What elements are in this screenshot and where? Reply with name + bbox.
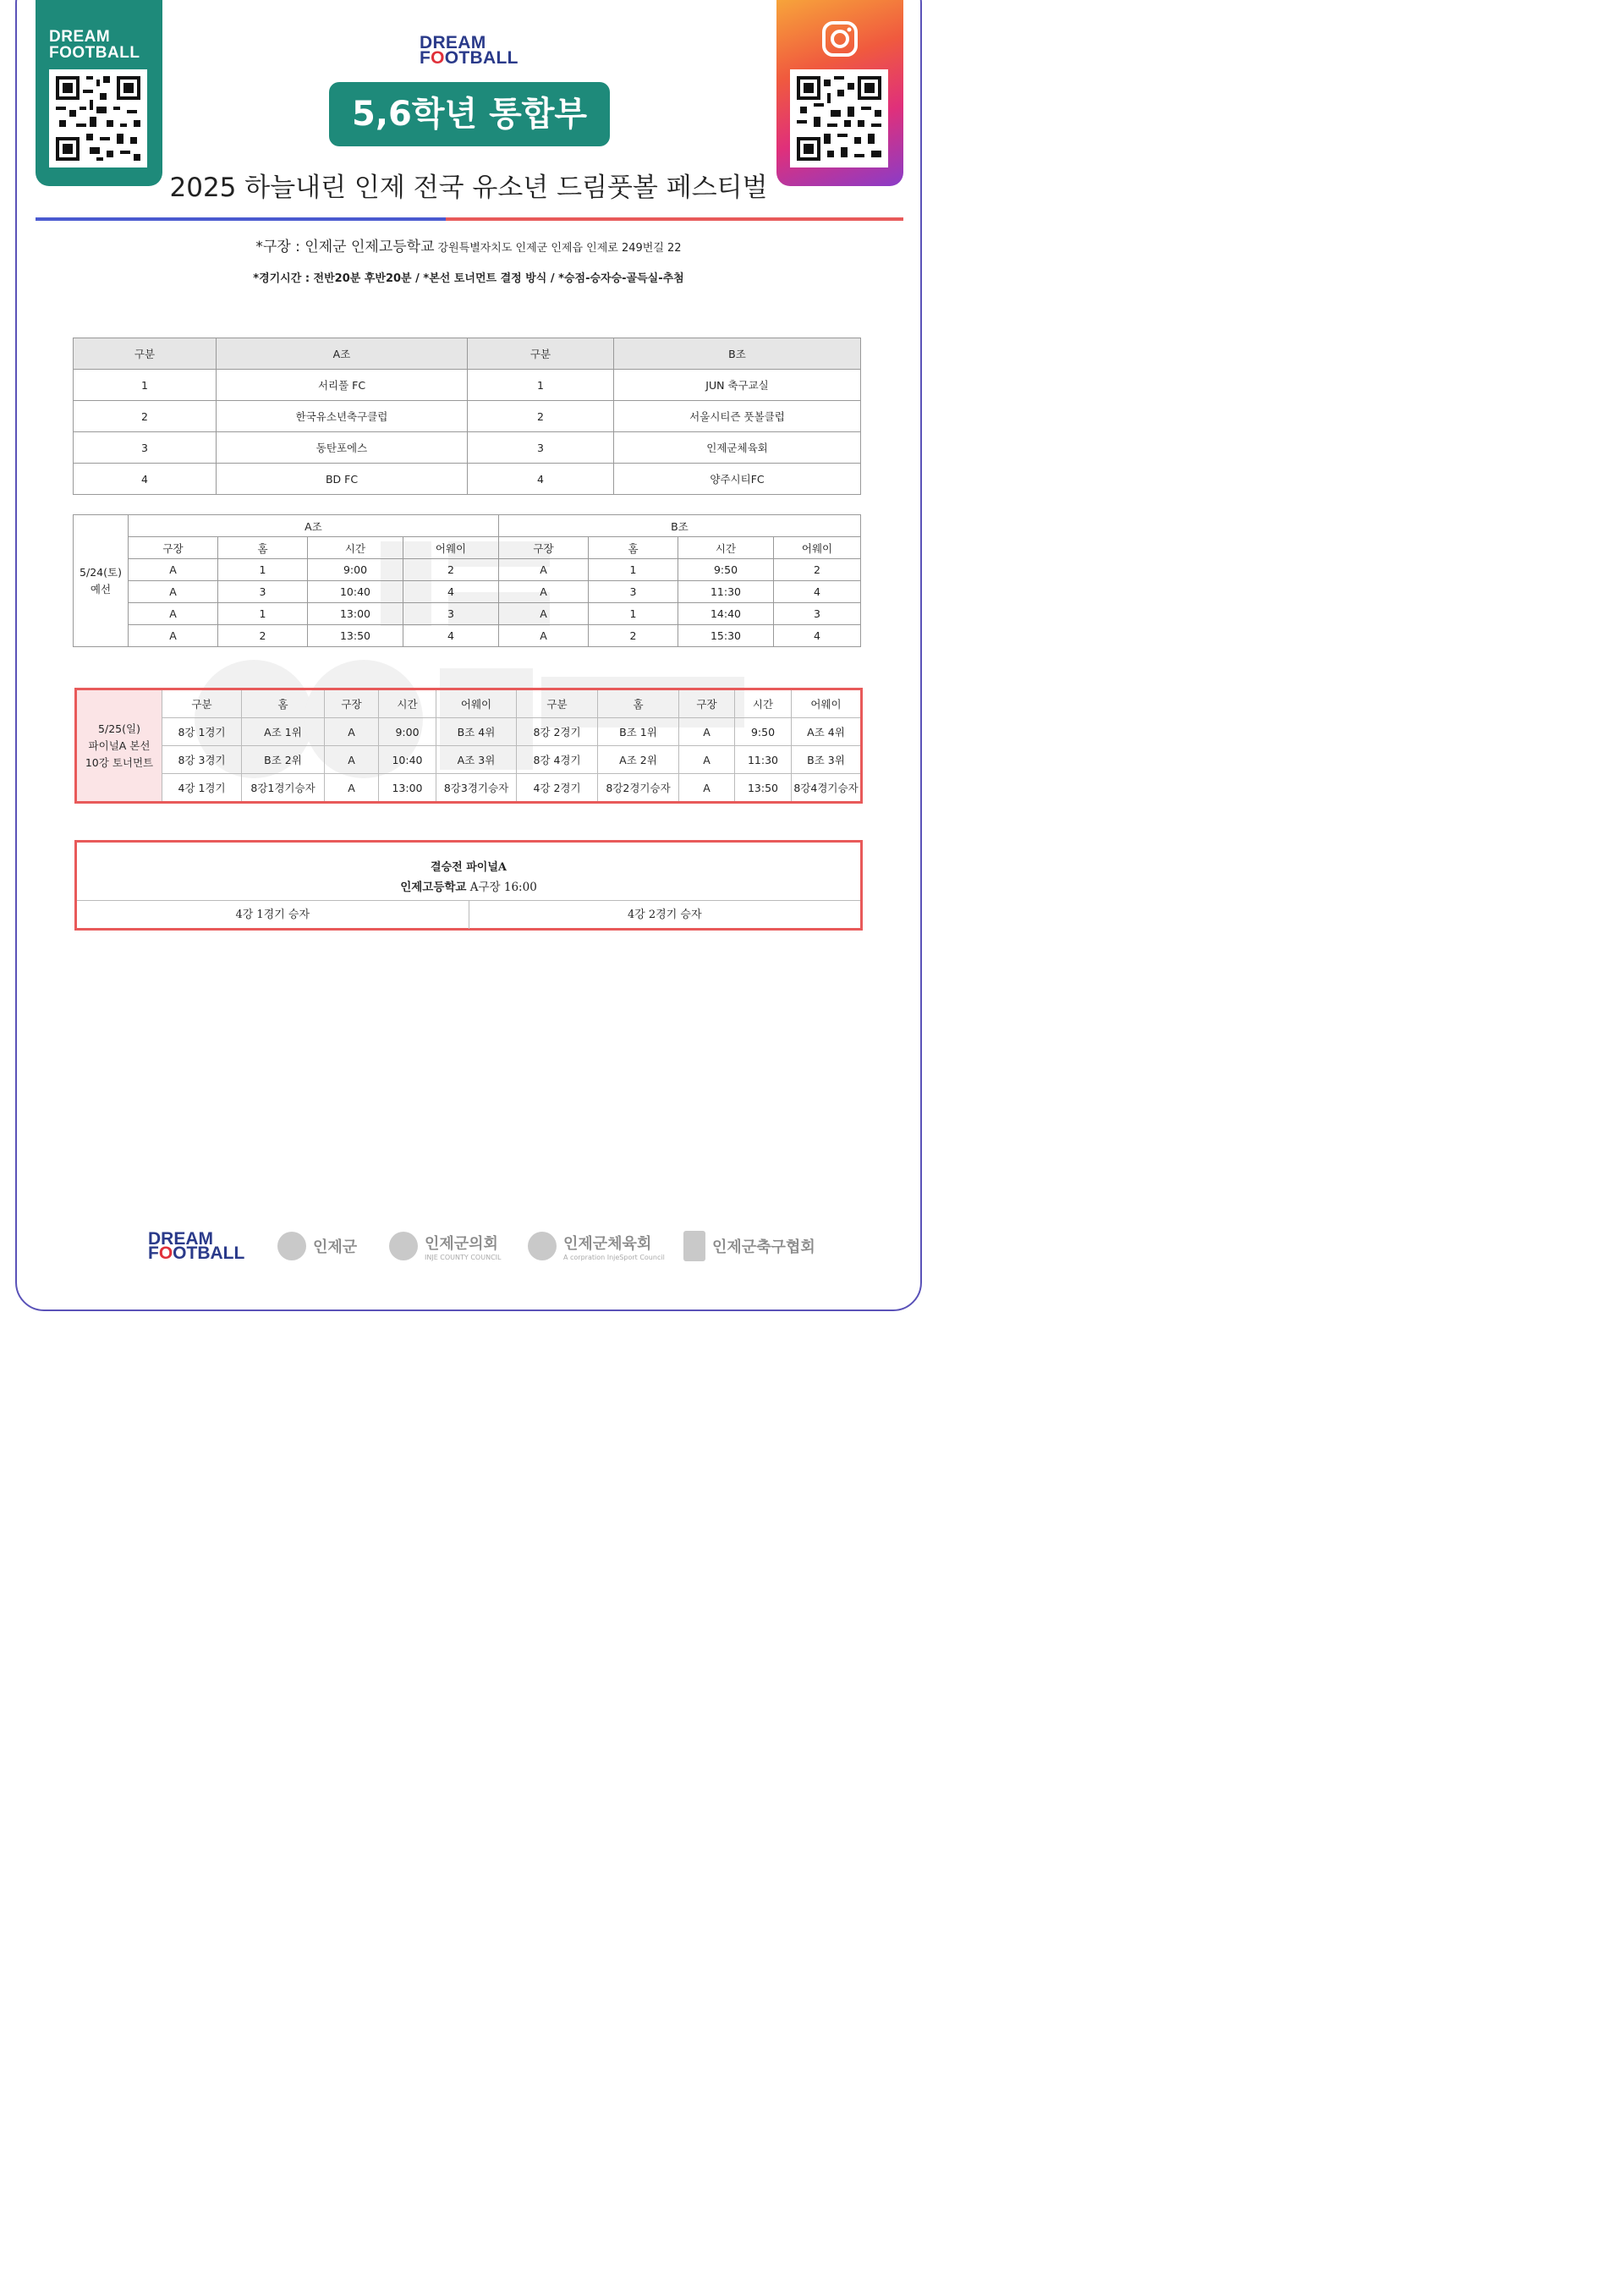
table-cell: A <box>325 718 379 746</box>
football-association-crest-icon <box>683 1231 705 1261</box>
table-cell: 9:00 <box>379 718 436 746</box>
table-cell: 2 <box>774 559 861 581</box>
table-cell: B조 3위 <box>792 746 862 774</box>
table-cell: A <box>325 774 379 803</box>
table-cell: A <box>499 625 589 647</box>
table-cell: 8강2경기승자 <box>598 774 679 803</box>
table-row <box>76 774 862 803</box>
table-cell: 2 <box>74 401 217 432</box>
table-cell: 4 <box>403 625 499 647</box>
table-cell: 3 <box>468 432 614 464</box>
sponsor-name: 인제군 <box>313 1238 358 1256</box>
table-cell: 10:40 <box>379 746 436 774</box>
table-cell: 13:00 <box>308 603 403 625</box>
table-cell: 11:30 <box>735 746 792 774</box>
championship-title: 결승전 파이널A <box>431 861 507 874</box>
header-cell: 구분 <box>468 338 614 370</box>
table-cell: 8강 2경기 <box>517 718 598 746</box>
header-cell: 어웨이 <box>403 537 499 559</box>
group-table-header <box>74 338 861 370</box>
championship-matchup <box>77 901 860 929</box>
table-cell: 1 <box>218 559 308 581</box>
table-subheader-row <box>74 537 861 559</box>
finals-schedule-table <box>74 688 863 804</box>
table-cell: A <box>499 581 589 603</box>
table-row <box>76 718 862 746</box>
qr-logo-line2: FOOTBALL <box>49 44 140 62</box>
sponsor-name: 인제군축구협회 <box>712 1238 815 1256</box>
table-cell: B조 1위 <box>598 718 679 746</box>
table-row <box>74 581 861 603</box>
inje-council-emblem-icon <box>389 1232 418 1260</box>
table-cell: 8강 4경기 <box>517 746 598 774</box>
table-cell: A <box>129 559 218 581</box>
group-table <box>73 338 861 495</box>
table-cell: 9:50 <box>678 559 774 581</box>
group-a-header: A조 <box>129 515 499 537</box>
qr-logo-line1: DREAM <box>49 28 111 46</box>
table-cell: 2 <box>218 625 308 647</box>
logo-line1: DREAM <box>420 33 486 52</box>
table-cell: 13:00 <box>379 774 436 803</box>
table-cell: 8강3경기승자 <box>436 774 517 803</box>
venue-address: 강원특별자치도 인제군 인제읍 인제로 249번길 22 <box>437 242 682 255</box>
preliminary-stage: 예선 <box>90 582 112 596</box>
header-cell: 시간 <box>678 537 774 559</box>
title-divider-red <box>446 217 903 221</box>
championship-header <box>77 843 860 901</box>
table-cell: 2 <box>403 559 499 581</box>
table-cell: 1 <box>74 370 217 401</box>
sponsor-subtitle: A corpration InjeSport Council <box>563 1253 665 1261</box>
sponsor-bar <box>0 1225 937 1267</box>
table-cell: 10:40 <box>308 581 403 603</box>
header-cell: 구장 <box>129 537 218 559</box>
table-cell: 8강4경기승자 <box>792 774 862 803</box>
header-cell: 구분 <box>162 689 242 718</box>
finals-date: 5/25(일) <box>98 722 140 735</box>
table-cell: 3 <box>403 603 499 625</box>
table-cell: B조 4위 <box>436 718 517 746</box>
table-row <box>76 746 862 774</box>
sponsor-inje-council <box>389 1225 501 1267</box>
finals-stage: 파이널A 본선 <box>88 738 151 752</box>
table-cell: A조 4위 <box>792 718 862 746</box>
venue-label: *구장 : 인제군 인제고등학교 <box>255 239 435 255</box>
header-cell: 어웨이 <box>774 537 861 559</box>
inje-sports-council-emblem-icon <box>528 1232 557 1260</box>
table-cell: BD FC <box>217 464 468 495</box>
qr-code[interactable] <box>49 69 147 167</box>
sponsor-inje-sports-council <box>528 1225 665 1267</box>
table-cell: 1 <box>218 603 308 625</box>
table-row <box>74 370 861 401</box>
header-cell: 구분 <box>74 338 217 370</box>
table-header-row <box>76 689 862 718</box>
table-cell: 3 <box>774 603 861 625</box>
table-cell: 3 <box>589 581 678 603</box>
instagram-icon <box>821 20 859 58</box>
table-cell: 15:30 <box>678 625 774 647</box>
table-cell: A <box>499 559 589 581</box>
table-cell: A <box>325 746 379 774</box>
table-row <box>74 559 861 581</box>
table-row <box>74 401 861 432</box>
dream-football-logo <box>420 33 521 68</box>
preliminary-date-cell <box>74 515 129 647</box>
header-cell: B조 <box>614 338 861 370</box>
sponsor-name: 인제군의회 <box>425 1234 498 1253</box>
grade-division-badge: 5,6학년 통합부 <box>329 82 610 146</box>
match-rules: *경기시간 : 전반20분 후반20분 / *본선 토너먼트 결정 방식 / *승점-승자승-골득실-추첨 <box>253 272 684 285</box>
table-cell: 3 <box>74 432 217 464</box>
table-cell: 2 <box>589 625 678 647</box>
table-row <box>74 515 861 537</box>
finals-format: 10강 토너먼트 <box>85 755 154 769</box>
table-cell: 14:40 <box>678 603 774 625</box>
table-cell: A조 3위 <box>436 746 517 774</box>
table-cell: 서울시티즌 풋볼클럽 <box>614 401 861 432</box>
table-cell: 4강 1경기 <box>162 774 242 803</box>
table-cell: A <box>129 625 218 647</box>
championship-venue <box>77 877 860 894</box>
championship-away: 4강 2경기 승자 <box>469 901 861 929</box>
table-cell: 9:00 <box>308 559 403 581</box>
table-cell: B조 2위 <box>242 746 325 774</box>
championship-venue-name: 인제고등학교 <box>400 881 467 894</box>
header-cell: 구장 <box>325 689 379 718</box>
table-cell: 4 <box>74 464 217 495</box>
table-cell: 1 <box>589 603 678 625</box>
sponsor-subtitle: INJE COUNTY COUNCIL <box>425 1253 502 1261</box>
table-cell: 8강 1경기 <box>162 718 242 746</box>
table-cell: 3 <box>218 581 308 603</box>
preliminary-date: 5/24(토) <box>80 565 122 579</box>
table-cell: JUN 축구교실 <box>614 370 861 401</box>
table-cell: A <box>129 581 218 603</box>
table-cell: 4 <box>774 625 861 647</box>
instagram-qr-card[interactable] <box>776 0 903 186</box>
header-cell: 홈 <box>598 689 679 718</box>
table-cell: 한국유소년축구클럽 <box>217 401 468 432</box>
table-cell: 인제군체육회 <box>614 432 861 464</box>
table-cell: A조 2위 <box>598 746 679 774</box>
finals-label-cell <box>76 689 162 803</box>
table-cell: 1 <box>589 559 678 581</box>
page-title: 2025 하늘내린 인제 전국 유소년 드림풋볼 페스티벌 <box>169 173 768 203</box>
header-cell: 시간 <box>308 537 403 559</box>
sponsor-inje-county <box>277 1225 357 1267</box>
sponsor-inje-football-association <box>683 1225 815 1267</box>
championship-home: 4강 1경기 승자 <box>235 909 310 921</box>
header-cell: 홈 <box>218 537 308 559</box>
table-cell: 서리풀 FC <box>217 370 468 401</box>
table-cell: A조 1위 <box>242 718 325 746</box>
table-row <box>74 464 861 495</box>
table-cell: 11:30 <box>678 581 774 603</box>
header-cell: 시간 <box>379 689 436 718</box>
table-cell: 13:50 <box>735 774 792 803</box>
table-cell: 4강 2경기 <box>517 774 598 803</box>
header-cell: 홈 <box>589 537 678 559</box>
table-row <box>74 432 861 464</box>
table-cell: 1 <box>468 370 614 401</box>
table-cell: 13:50 <box>308 625 403 647</box>
table-cell: A <box>679 774 735 803</box>
qr-card-logo <box>49 29 140 61</box>
table-cell: 양주시티FC <box>614 464 861 495</box>
inje-county-emblem-icon <box>277 1232 306 1260</box>
championship-box <box>74 840 863 931</box>
preliminary-schedule-table <box>73 514 861 647</box>
table-cell: 9:50 <box>735 718 792 746</box>
dream-football-qr-card[interactable] <box>36 0 162 186</box>
table-cell: A <box>679 718 735 746</box>
sponsor-name-block <box>563 1232 665 1261</box>
table-cell: 4 <box>774 581 861 603</box>
table-cell: 4 <box>468 464 614 495</box>
header-cell: 구장 <box>679 689 735 718</box>
table-cell: 8강1경기승자 <box>242 774 325 803</box>
table-row <box>74 603 861 625</box>
header-cell: 구장 <box>499 537 589 559</box>
table-cell: 2 <box>468 401 614 432</box>
table-cell: A <box>499 603 589 625</box>
table-cell: 4 <box>403 581 499 603</box>
championship-venue-time: A구장 16:00 <box>469 881 537 894</box>
logo-line2: FOOTBALL <box>420 48 518 68</box>
group-b-header: B조 <box>499 515 861 537</box>
table-cell: A <box>129 603 218 625</box>
table-cell: 동탄포에스 <box>217 432 468 464</box>
table-cell: 8강 3경기 <box>162 746 242 774</box>
header-cell: 시간 <box>735 689 792 718</box>
header-cell: 어웨이 <box>792 689 862 718</box>
table-cell: A <box>679 746 735 774</box>
sponsor-name-block <box>425 1232 501 1261</box>
venue-info <box>0 234 937 255</box>
sponsor-dream-football-logo: DREAM FOOTBALL <box>148 1229 245 1263</box>
instagram-qr-code[interactable] <box>790 69 888 167</box>
header-cell: 구분 <box>517 689 598 718</box>
header-cell: A조 <box>217 338 468 370</box>
title-divider-blue <box>36 217 446 221</box>
table-row <box>74 625 861 647</box>
header-cell: 어웨이 <box>436 689 517 718</box>
header-cell: 홈 <box>242 689 325 718</box>
sponsor-name: 인제군체육회 <box>563 1234 652 1253</box>
